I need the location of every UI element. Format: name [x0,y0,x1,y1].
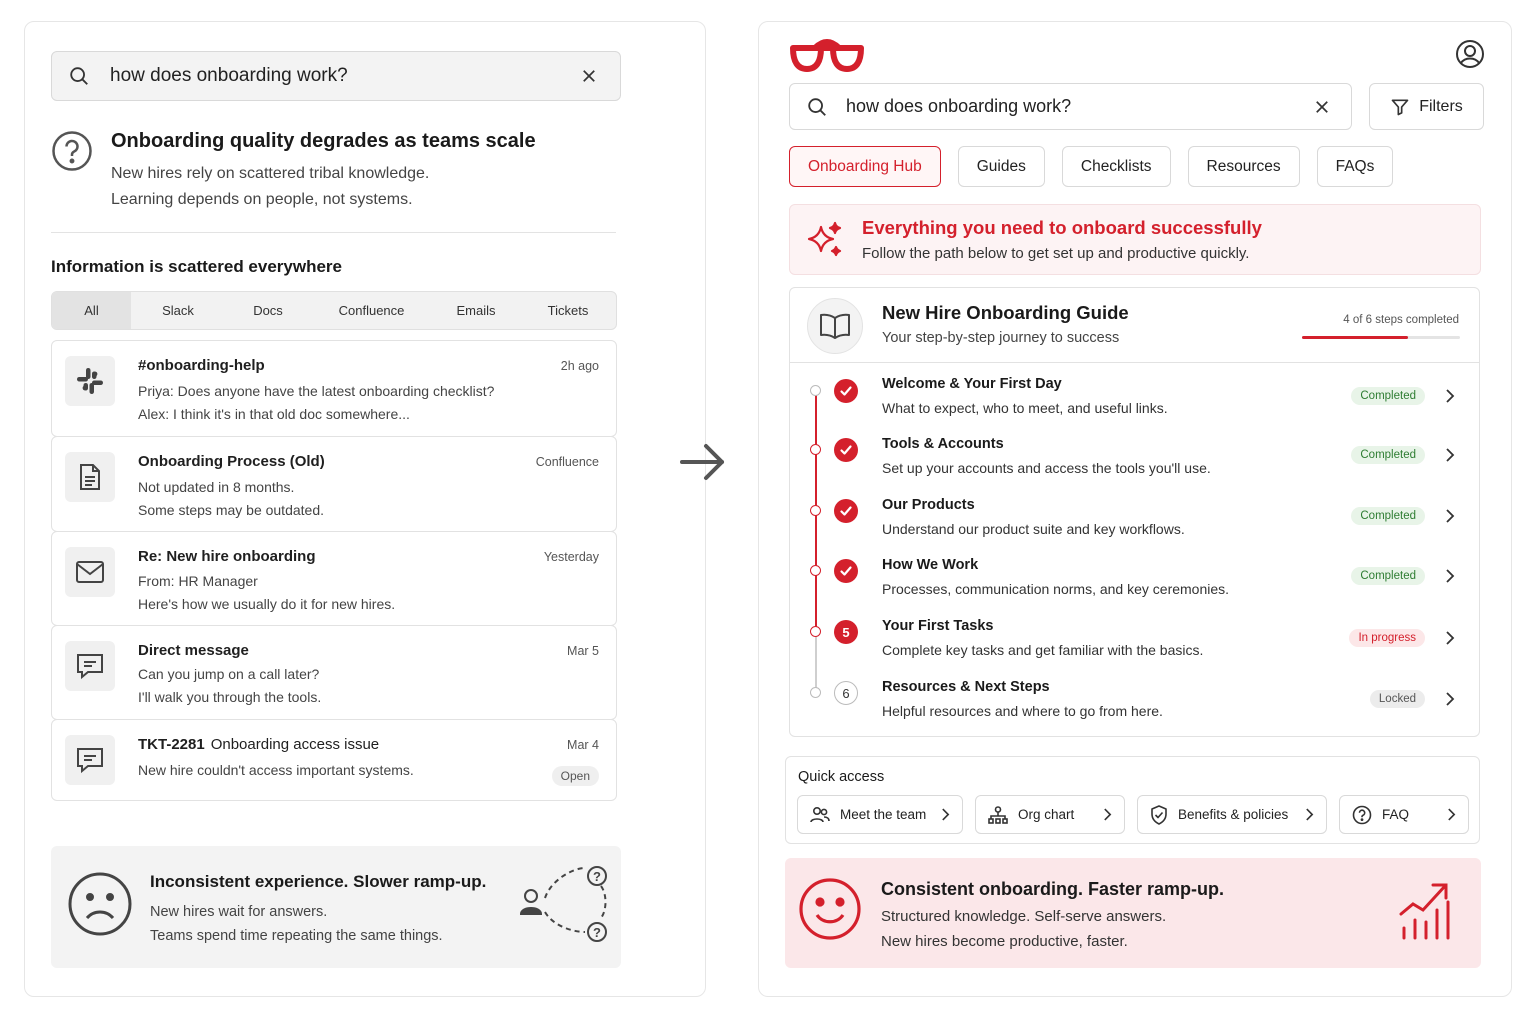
item-line: Priya: Does anyone have the latest onboarding checklist? [138,383,495,399]
mail-icon [65,547,115,597]
check-icon [834,559,858,583]
timeline-dot [810,385,821,396]
close-icon[interactable] [1313,98,1331,116]
org-chart-icon [988,806,1008,824]
status-badge: Completed [1351,387,1425,405]
quick-access-label: Meet the team [840,807,927,822]
chevron-right-icon[interactable] [1445,692,1455,706]
timeline-dot [810,626,821,637]
progress-fill [1302,336,1408,339]
profile-icon[interactable] [1455,39,1485,69]
step-title: Tools & Accounts [882,436,1004,452]
item-line: Some steps may be outdated. [138,502,324,518]
chevron-right-icon[interactable] [1445,631,1455,645]
meet-the-team-button[interactable] [797,795,963,834]
list-item[interactable] [51,340,617,437]
step-title: Welcome & Your First Day [882,376,1062,392]
shield-icon [1150,805,1168,825]
tab-tickets[interactable]: Tickets [547,303,589,318]
quick-access [785,756,1480,844]
org-chart-button[interactable] [975,795,1125,834]
item-title: Direct message [138,642,249,659]
step-number: 5 [834,620,858,644]
divider [51,232,616,233]
tab-docs[interactable]: Docs [253,303,283,318]
filters-label: Filters [1419,97,1463,115]
timeline-dot [810,565,821,576]
progress-label: 4 of 6 steps completed [1343,314,1459,326]
tab-guides[interactable]: Guides [958,146,1045,187]
timeline-dot [810,505,821,516]
quick-access-label: FAQ [1382,807,1410,822]
hero-title: Everything you need to onboard successfully [862,217,1262,238]
list-item[interactable] [51,531,617,626]
chevron-right-icon[interactable] [1445,569,1455,583]
timeline-dot [810,444,821,455]
filters-button[interactable] [1369,83,1484,130]
step-description: Helpful resources and where to go from here. [882,703,1163,719]
arrow-right-icon [678,440,728,484]
search-query[interactable]: how does onboarding work? [846,96,1072,116]
tab-confluence[interactable]: Confluence [338,303,405,318]
problem-line: New hires rely on scattered tribal knowledge. [111,165,430,182]
ticket-subject: Onboarding access issue [210,736,380,753]
section-title: Information is scattered everywhere [51,257,343,276]
tab-emails[interactable]: Emails [456,303,496,318]
success-title: Consistent onboarding. Faster ramp-up. [881,879,1225,899]
tab-faqs[interactable]: FAQs [1317,146,1394,187]
item-timestamp: 2h ago [560,359,599,373]
search-bar[interactable] [789,83,1352,130]
happy-face-icon [798,877,862,941]
progress-bar [1302,336,1460,339]
step-item[interactable] [790,605,1479,665]
hero-subtitle: Follow the path below to get set up and productive quickly. [862,245,1250,262]
status-badge: Completed [1351,567,1425,585]
list-item[interactable] [51,719,617,801]
benefits-policies-button[interactable] [1137,795,1327,834]
guide-header [790,288,1479,363]
hub-tabs [789,146,1393,187]
search-icon [68,65,90,87]
ticket-id: TKT-2281 [138,736,205,753]
step-item[interactable] [790,423,1479,483]
list-item[interactable] [51,625,617,720]
after-panel [758,21,1512,997]
problem-line: Learning depends on people, not systems. [111,191,413,208]
tab-onboarding-hub[interactable]: Onboarding Hub [789,146,941,187]
pain-line: Teams spend time repeating the same things. [150,928,443,944]
item-title: Onboarding Process (Old) [138,453,325,470]
success-line: Structured knowledge. Self-serve answers. [881,908,1167,925]
step-description: Understand our product suite and key workflows. [882,521,1185,537]
success-card [785,858,1481,968]
hero-banner [789,204,1481,275]
timeline-dot [810,687,821,698]
tab-resources[interactable]: Resources [1188,146,1300,187]
status-badge: In progress [1349,629,1425,647]
tab-all[interactable]: All [52,292,131,329]
question-icon [51,130,93,172]
search-icon [806,96,828,118]
message-icon [65,641,115,691]
quick-access-title: Quick access [798,769,885,785]
chevron-right-icon[interactable] [1445,448,1455,462]
item-line: Can you jump on a call later? [138,666,320,682]
status-badge: Locked [1370,690,1425,708]
source-filter-tabs [51,291,617,330]
success-line: New hires become productive, faster. [881,933,1128,950]
chevron-right-icon[interactable] [1445,389,1455,403]
source-results-list [51,340,617,800]
chevron-right-icon [1103,808,1112,821]
item-title: Re: New hire onboarding [138,548,316,565]
team-icon [810,806,830,824]
slack-icon [65,356,115,406]
status-badge: Open [552,766,599,786]
item-timestamp: Mar 4 [567,738,599,752]
step-description: Processes, communication norms, and key ceremonies. [882,581,1230,597]
guide-title: New Hire Onboarding Guide [882,302,1129,323]
document-icon [65,452,115,502]
item-line: Not updated in 8 months. [138,479,295,495]
step-item[interactable] [790,363,1479,423]
item-line: I'll walk you through the tools. [138,689,322,705]
pain-card [51,846,621,968]
filter-icon [1390,97,1410,117]
quick-access-label: Org chart [1018,807,1075,822]
item-line: New hire couldn't access important systems. [138,762,414,778]
step-description: Complete key tasks and get familiar with the basics. [882,642,1204,658]
quick-access-label: Benefits & policies [1178,807,1289,822]
message-icon [65,735,115,785]
growth-chart-icon [1397,880,1453,942]
step-title: How We Work [882,557,979,573]
chevron-right-icon [1447,808,1456,821]
step-title: Your First Tasks [882,618,994,634]
chevron-right-icon[interactable] [1445,509,1455,523]
item-line: Here's how we usually do it for new hires. [138,596,396,612]
tab-checklists[interactable]: Checklists [1062,146,1171,187]
before-panel [24,21,706,997]
help-icon [1352,805,1372,825]
item-line: Alex: I think it's in that old doc somewhere... [138,406,410,422]
check-icon [834,379,858,403]
pain-title: Inconsistent experience. Slower ramp-up. [150,872,487,891]
step-title: Our Products [882,497,975,513]
item-timestamp: Mar 5 [567,644,599,658]
person-questions-illustration [515,862,611,946]
step-description: What to expect, who to meet, and useful links. [882,400,1168,416]
tab-slack[interactable]: Slack [162,303,194,318]
step-number: 6 [834,681,858,705]
step-description: Set up your accounts and access the tools you'll use. [882,460,1211,476]
item-title: #onboarding-help [138,357,265,374]
book-icon [807,298,863,354]
step-item[interactable] [790,544,1479,604]
onboarding-guide-card [789,287,1480,737]
chevron-right-icon [941,808,950,821]
sparkle-icon [807,221,843,257]
chevron-right-icon [1305,808,1314,821]
sad-face-icon [67,871,133,937]
faq-button[interactable] [1339,795,1469,834]
item-source: Confluence [535,455,599,469]
brand-logo [789,38,865,72]
step-title: Resources & Next Steps [882,679,1050,695]
check-icon [834,438,858,462]
status-badge: Completed [1351,507,1425,525]
guide-subtitle: Your step-by-step journey to success [882,330,1120,346]
item-timestamp: Yesterday [543,550,599,564]
close-icon[interactable] [580,67,598,85]
item-title [138,736,379,753]
list-item[interactable] [51,436,617,532]
status-badge: Completed [1351,446,1425,464]
search-bar[interactable] [51,51,621,101]
check-icon [834,499,858,523]
pain-line: New hires wait for answers. [150,904,328,920]
item-line: From: HR Manager [138,573,258,589]
svg-text:?: ? [593,869,601,884]
svg-text:?: ? [593,925,601,940]
step-item[interactable] [790,666,1479,726]
search-query[interactable]: how does onboarding work? [110,65,348,86]
step-item[interactable] [790,483,1479,543]
problem-title: Onboarding quality degrades as teams scale [111,130,536,152]
